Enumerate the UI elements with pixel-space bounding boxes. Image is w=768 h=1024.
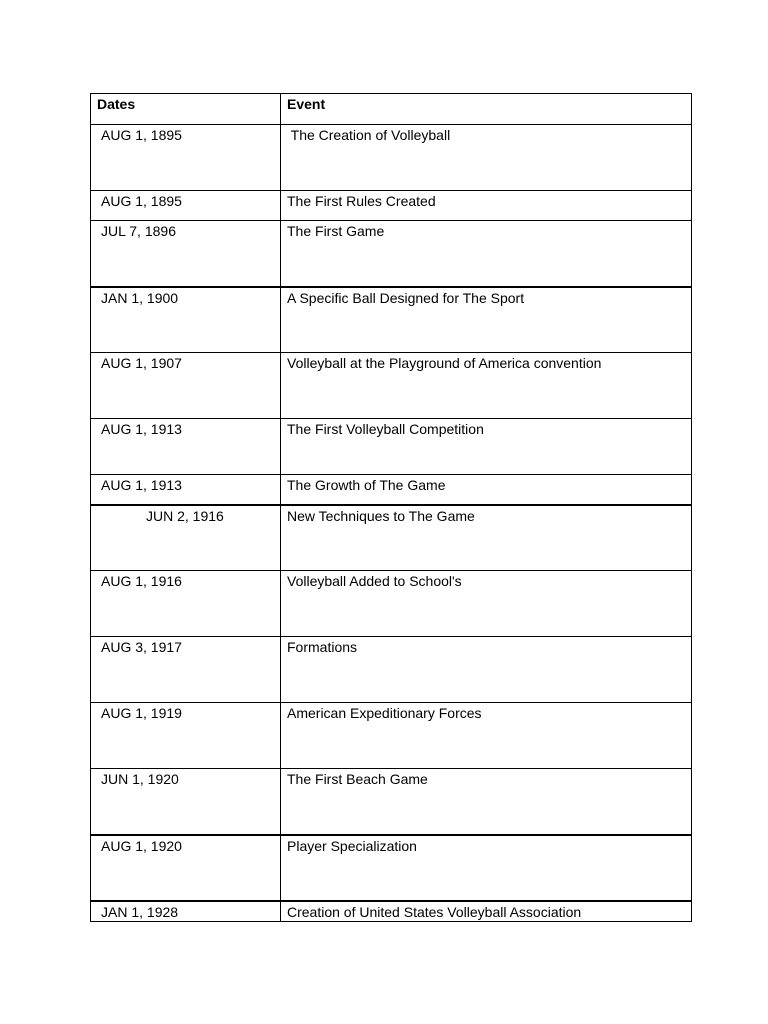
volleyball-timeline-table [90, 93, 692, 922]
date-cell: AUG 1, 1919 [91, 703, 281, 769]
table-row [91, 287, 692, 353]
event-cell: The Growth of The Game [281, 475, 692, 505]
table-row [91, 191, 692, 221]
table-row [91, 125, 692, 191]
date-cell: AUG 1, 1913 [91, 419, 281, 475]
dates-column-header: Dates [91, 94, 281, 125]
date-cell: JUN 1, 1920 [91, 769, 281, 835]
date-cell: JAN 1, 1900 [91, 287, 281, 353]
date-cell: JAN 1, 1928 [91, 901, 281, 922]
event-cell: New Techniques to The Game [281, 505, 692, 571]
event-cell: Creation of United States Volleyball Association [281, 901, 692, 922]
date-cell: JUL 7, 1896 [91, 221, 281, 287]
table-row [91, 703, 692, 769]
event-cell: The First Volleyball Competition [281, 419, 692, 475]
event-cell: The First Game [281, 221, 692, 287]
event-cell: The Creation of Volleyball [281, 125, 692, 191]
date-cell: AUG 1, 1913 [91, 475, 281, 505]
date-cell: JUN 2, 1916 [91, 505, 281, 571]
table-row [91, 571, 692, 637]
table-row [91, 419, 692, 475]
event-cell: Volleyball at the Playground of America convention [281, 353, 692, 419]
table-row [91, 475, 692, 505]
event-cell: Formations [281, 637, 692, 703]
table-row [91, 637, 692, 703]
table-row [91, 835, 692, 901]
table-row [91, 769, 692, 835]
table-row [91, 505, 692, 571]
date-cell: AUG 1, 1907 [91, 353, 281, 419]
table-row [91, 221, 692, 287]
event-cell: A Specific Ball Designed for The Sport [281, 287, 692, 353]
event-cell: The First Rules Created [281, 191, 692, 221]
date-cell: AUG 1, 1895 [91, 125, 281, 191]
table-row [91, 901, 692, 922]
event-cell: Volleyball Added to School's [281, 571, 692, 637]
event-cell: The First Beach Game [281, 769, 692, 835]
date-cell: AUG 3, 1917 [91, 637, 281, 703]
event-cell: Player Specialization [281, 835, 692, 901]
event-cell: American Expeditionary Forces [281, 703, 692, 769]
table-header-row [91, 94, 692, 125]
date-cell: AUG 1, 1916 [91, 571, 281, 637]
date-cell: AUG 1, 1920 [91, 835, 281, 901]
event-column-header: Event [281, 94, 692, 125]
table-row [91, 353, 692, 419]
date-cell: AUG 1, 1895 [91, 191, 281, 221]
